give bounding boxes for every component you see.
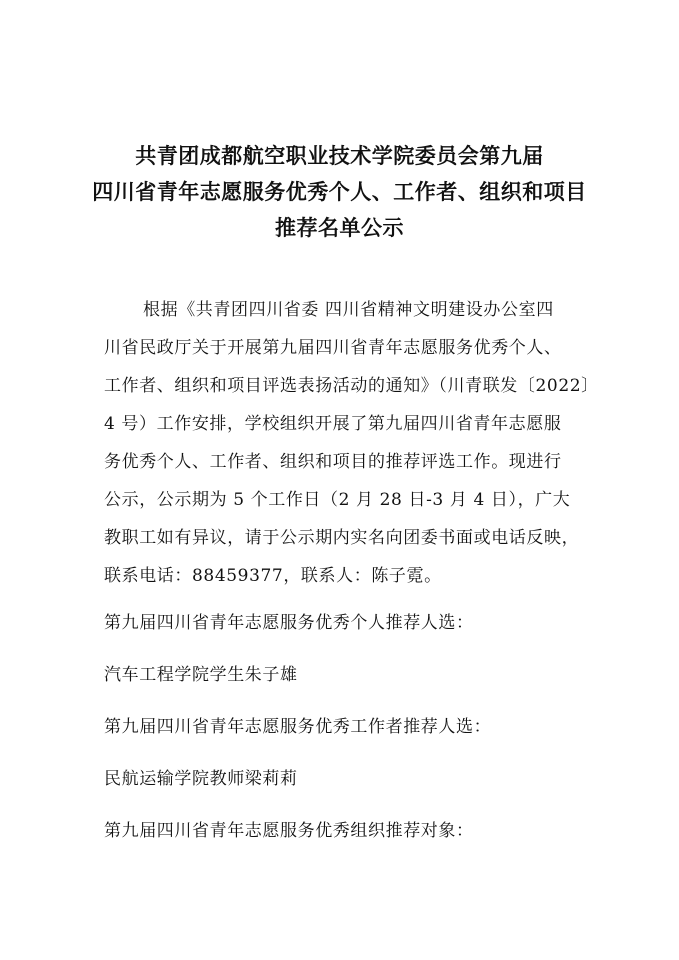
individual-nominee: 汽车工程学院学生朱子雄 <box>104 665 298 685</box>
document-title-line-3: 推荐名单公示 <box>275 216 404 240</box>
paragraph-line: 川省民政厅关于开展第九届四川省青年志愿服务优秀个人、 <box>104 338 562 358</box>
paragraph-line: 工作者、组织和项目评选表扬活动的通知》（川青联发〔2022〕 <box>104 376 599 396</box>
individual-heading: 第九届四川省青年志愿服务优秀个人推荐人选： <box>104 613 474 633</box>
document-title-line-1: 共青团成都航空职业技术学院委员会第九届 <box>135 144 544 168</box>
paragraph-line: 公示，公示期为 5 个工作日（2 月 28 日-3 月 4 日），广大 <box>104 490 571 510</box>
paragraph-line: 务优秀个人、工作者、组织和项目的推荐评选工作。现进行 <box>104 452 562 472</box>
worker-nominee: 民航运输学院教师梁莉莉 <box>104 769 298 789</box>
organization-heading: 第九届四川省青年志愿服务优秀组织推荐对象： <box>104 821 474 841</box>
paragraph-line: 联系电话：88459377，联系人：陈子霓。 <box>104 566 442 586</box>
paragraph-line: 4 号）工作安排，学校组织开展了第九届四川省青年志愿服 <box>104 414 562 434</box>
paragraph-line: 教职工如有异议，请于公示期内实名向团委书面或电话反映， <box>104 528 580 548</box>
document-title-line-2: 四川省青年志愿服务优秀个人、工作者、组织和项目 <box>92 180 587 204</box>
worker-heading: 第九届四川省青年志愿服务优秀工作者推荐人选： <box>104 717 492 737</box>
paragraph-line: 根据《共青团四川省委 四川省精神文明建设办公室四 <box>143 300 554 320</box>
